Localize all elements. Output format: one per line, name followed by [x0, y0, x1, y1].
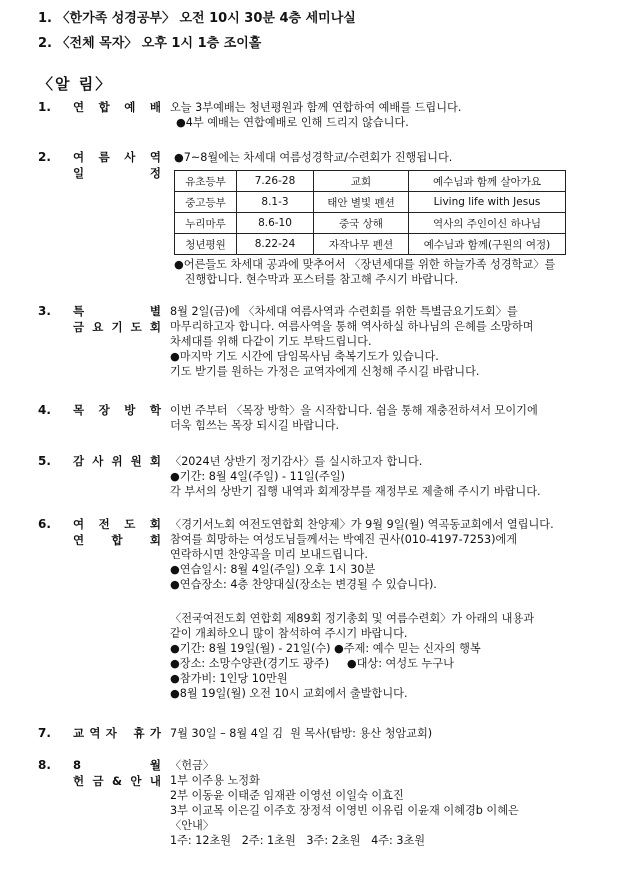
section-8-line: 〈헌금〉 [170, 759, 214, 772]
section-2-line: 진행합니다. 현수막과 포스터를 참고해 주시기 바랍니다. [174, 273, 459, 286]
section-4-body [170, 403, 610, 433]
section-1-body [170, 100, 610, 130]
section-6-line: ●참가비: 1인당 10만원 [170, 672, 288, 685]
section-8-label-row-2: 헌 금 & 안 내 [73, 774, 161, 788]
table-cell: 태안 별빛 펜션 [314, 192, 409, 213]
top-line-2: 2. 〈전체 목자〉 오후 1시 1층 조이홀 [38, 36, 262, 51]
table-row [175, 234, 566, 255]
table-cell: 유초등부 [175, 171, 237, 192]
section-8-line: 2부 이동윤 이태준 임재관 이영선 이일숙 이효진 [170, 789, 404, 802]
section-2-label-row-1: 여 름 사 역 [73, 150, 161, 164]
section-7-line: 7월 30일 – 8월 4일 김 원 목사(탐방: 용산 청암교회) [170, 727, 433, 740]
section-6-line: ●8월 19일(월) 오전 10시 교회에서 출발합니다. [170, 687, 408, 700]
section-8-line: 1주: 12초원 2주: 1초원 3주: 2초원 4주: 3초원 [170, 834, 426, 847]
section-3-line: ●마지막 기도 시간에 담임목사님 축복기도가 있습니다. [170, 350, 439, 363]
section-8-label-row-1: 8 월 [73, 758, 161, 772]
table-cell: Living life with Jesus [409, 192, 566, 213]
section-2-label-row-2: 일 정 [73, 166, 161, 180]
section-1-number: 1. [38, 100, 51, 114]
section-6-line: 〈전국여전도회 연합회 제89회 정기총회 및 여름수련회〉가 아래의 내용과 [170, 612, 535, 625]
section-4-number: 4. [38, 403, 51, 417]
section-6-label-row-2: 연 합 회 [73, 533, 161, 547]
table-cell: 8.6-10 [237, 213, 314, 234]
section-6-line: ●연습장소: 4층 찬양대실(장소는 변경될 수 있습니다). [170, 578, 437, 591]
section-3-label-row-2: 금 요 기 도 회 [73, 320, 161, 334]
section-5-line: ●기간: 8월 4일(주일) - 11일(주일) [170, 470, 345, 483]
table-cell: 8.1-3 [237, 192, 314, 213]
section-1-label: 연 합 예 배 [73, 100, 161, 114]
section-5-line: 〈2024년 상반기 정기감사〉를 실시하고자 합니다. [170, 455, 423, 468]
section-7-number: 7. [38, 726, 51, 740]
section-6-line: ●기간: 8월 19일(월) - 21일(수) ●주제: 예수 믿는 신자의 행복 [170, 642, 481, 655]
table-cell: 예수님과 함께(구원의 여정) [409, 234, 566, 255]
section-3-line: 마무리하고자 합니다. 여름사역을 통해 역사하실 하나님의 은혜를 소망하며 [170, 320, 534, 333]
section-3-label-row-1: 특 별 [73, 304, 161, 318]
section-3-line: 차세대를 위해 다같이 기도 부탁드립니다. [170, 335, 372, 348]
section-1-line: 오늘 3부예배는 청년평원과 함께 연합하여 예배를 드립니다. [170, 101, 462, 114]
section-8-body [170, 758, 610, 848]
section-4-line: 더욱 힘쓰는 목장 되시길 바랍니다. [170, 419, 340, 432]
notice-heading: 〈알 림〉 [38, 75, 113, 93]
section-5-body [170, 454, 610, 499]
section-3-line: 8월 2일(금)에 〈차세대 여름사역과 수련회를 위한 특별금요기도회〉를 [170, 305, 518, 318]
section-2-line: ●7~8월에는 차세대 여름성경학교/수련회가 진행됩니다. [174, 151, 453, 164]
section-1-line: ●4부 예배는 연합예배로 인해 드리지 않습니다. [176, 116, 409, 129]
section-4-label: 목 장 방 학 [73, 403, 161, 417]
section-5-label: 감 사 위 원 회 [73, 454, 161, 468]
summer-schedule-table [174, 170, 566, 255]
table-cell: 자작나무 펜션 [314, 234, 409, 255]
section-6-line: ●장소: 소망수양관(경기도 광주) ●대상: 여성도 누구나 [170, 657, 454, 670]
table-cell: 7.26-28 [237, 171, 314, 192]
section-6-label-row-1: 여 전 도 회 [73, 517, 161, 531]
section-7-label: 교 역 자 휴 가 [73, 726, 161, 740]
table-row [175, 213, 566, 234]
table-cell: 중국 상해 [314, 213, 409, 234]
section-6-line: 연락하시면 찬양곡을 미리 보내드립니다. [170, 548, 368, 561]
table-cell: 청년평원 [175, 234, 237, 255]
section-8-line: 1부 이주용 노정화 [170, 774, 260, 787]
section-8-line: 〈안내〉 [170, 819, 214, 832]
table-cell: 교회 [314, 171, 409, 192]
section-8-line: 3부 이교목 이은길 이주호 장정석 이영빈 이유림 이윤재 이혜경b 이혜은 [170, 804, 519, 817]
section-2-line: ●어른들도 차세대 공과에 맞추어서 〈장년세대를 위한 하늘가족 성경학교〉를 [174, 258, 556, 271]
table-cell: 중고등부 [175, 192, 237, 213]
section-6-line: ●연습일시: 8월 4일(주일) 오후 1시 30분 [170, 563, 376, 576]
table-cell: 누리마루 [175, 213, 237, 234]
section-6-line: 〈경기서노회 여전도연합회 찬양제〉가 9월 9일(월) 역곡동교회에서 열립니다. [170, 518, 554, 531]
section-6-spacer [170, 592, 610, 611]
section-6-number: 6. [38, 517, 51, 531]
section-2-after-body [170, 257, 610, 287]
section-3-number: 3. [38, 304, 51, 318]
section-3-body [170, 304, 610, 379]
section-2-body [170, 150, 610, 165]
section-6-line: 참여를 희망하는 여성도님들께서는 박예진 권사(010-4197-7253)에게 [170, 533, 518, 546]
table-row [175, 192, 566, 213]
section-8-number: 8. [38, 758, 51, 772]
table-cell: 8.22-24 [237, 234, 314, 255]
section-4-line: 이번 주부터 〈목장 방학〉을 시작합니다. 쉼을 통해 재충전하셔서 모이기에 [170, 404, 538, 417]
section-6-line: 같이 개최하오니 많이 참석하여 주시기 바랍니다. [170, 627, 408, 640]
table-cell: 예수님과 함께 살아가요 [409, 171, 566, 192]
section-7-body [170, 726, 610, 741]
top-line-1: 1. 〈한가족 성경공부〉 오전 10시 30분 4층 세미나실 [38, 11, 356, 26]
section-6-body [170, 517, 610, 701]
section-3-line: 기도 받기를 원하는 가정은 교역자에게 신청해 주시길 바랍니다. [170, 365, 480, 378]
table-cell: 역사의 주인이신 하나님 [409, 213, 566, 234]
section-5-number: 5. [38, 454, 51, 468]
table-row [175, 171, 566, 192]
section-5-line: 각 부서의 상반기 집행 내역과 회계장부를 재정부로 제출해 주시기 바랍니다. [170, 485, 541, 498]
section-2-number: 2. [38, 150, 51, 164]
